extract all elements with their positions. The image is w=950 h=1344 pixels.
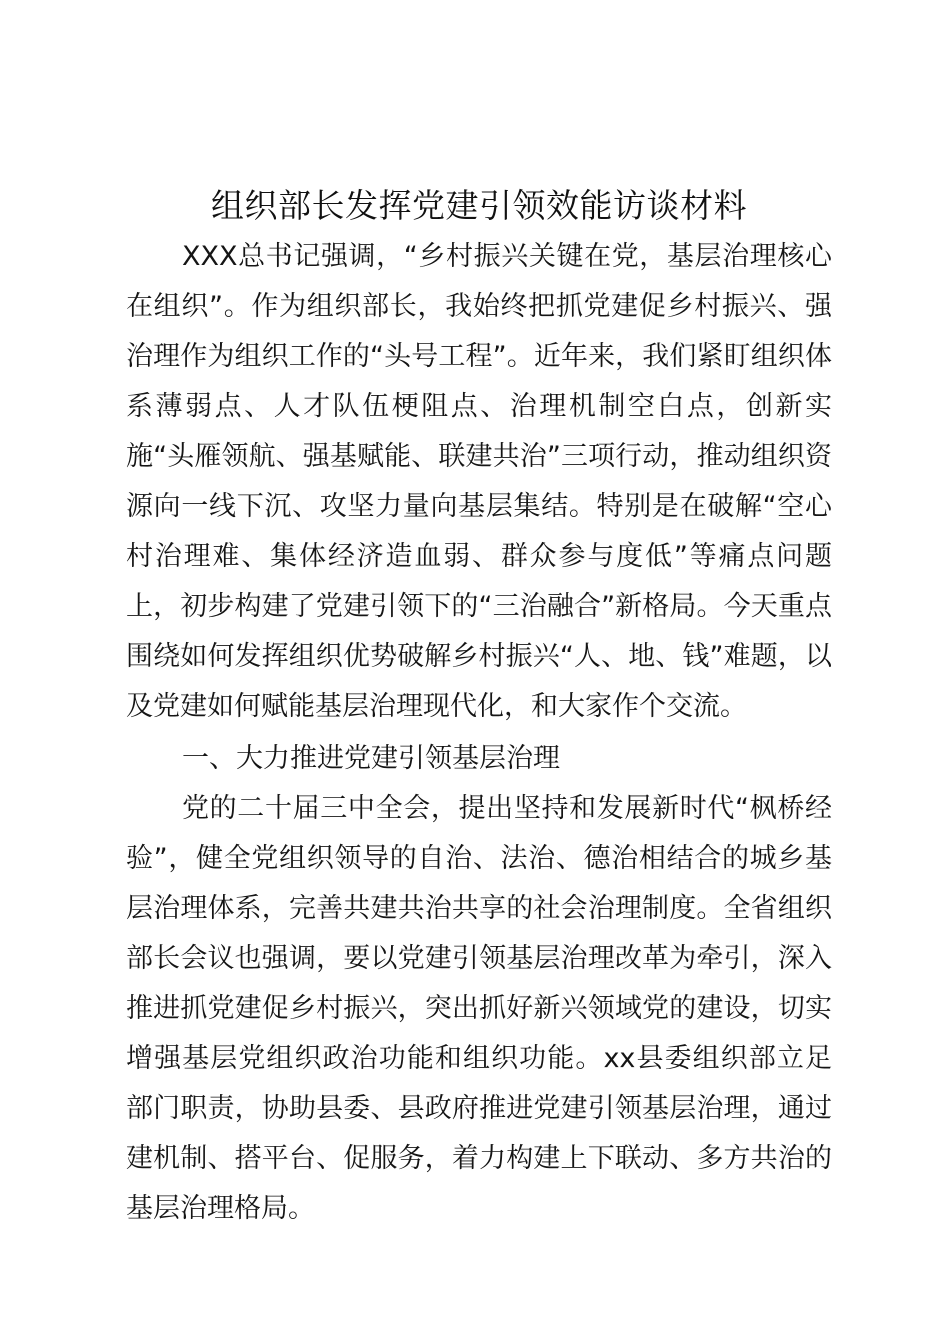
intro-paragraph: XXX总书记强调，“乡村振兴关键在党，基层治理核心在组织”。作为组织部长，我始终把抓党建促乡村振兴、强治理作为组织工作的“头号工程”。近年来，我们紧盯组织体系薄弱点、人才队伍梗阻点、治理机制空白点，创新实施“头雁领航、强基赋能、联建共治”三项行动，推动组织资源向一线下沉、攻坚力量向基层集结。特别是在破解“空心村治理难、集体经济造血弱、群众参与度低”等痛点问题上，初步构建了党建引领下的“三治融合”新格局。今天重点围绕如何发挥组织优势破解乡村振兴“人、地、钱”难题，以及党建如何赋能基层治理现代化，和大家作个交流。 [126,241,832,722]
section-paragraph: 党的二十届三中全会，提出坚持和发展新时代“枫桥经验”，健全党组织领导的自治、法治、德治相结合的城乡基层治理体系，完善共建共治共享的社会治理制度。全省组织部长会议也强调，要以党建引领基层治理改革为牵引，深入推进抓党建促乡村振兴，突出抓好新兴领域党的建设，切实增强基层党组织政治功能和组织功能。xx县委组织部立足部门职责，协助县委、县政府推进党建引领基层治理，通过建机制、搭平台、促服务，着力构建上下联动、多方共治的基层治理格局。 [126,793,832,1224]
document-body [126,180,832,1234]
document-title: 组织部长发挥党建引领效能访谈材料 [211,186,747,225]
section-heading: 一、大力推进党建引领基层治理 [182,743,560,774]
